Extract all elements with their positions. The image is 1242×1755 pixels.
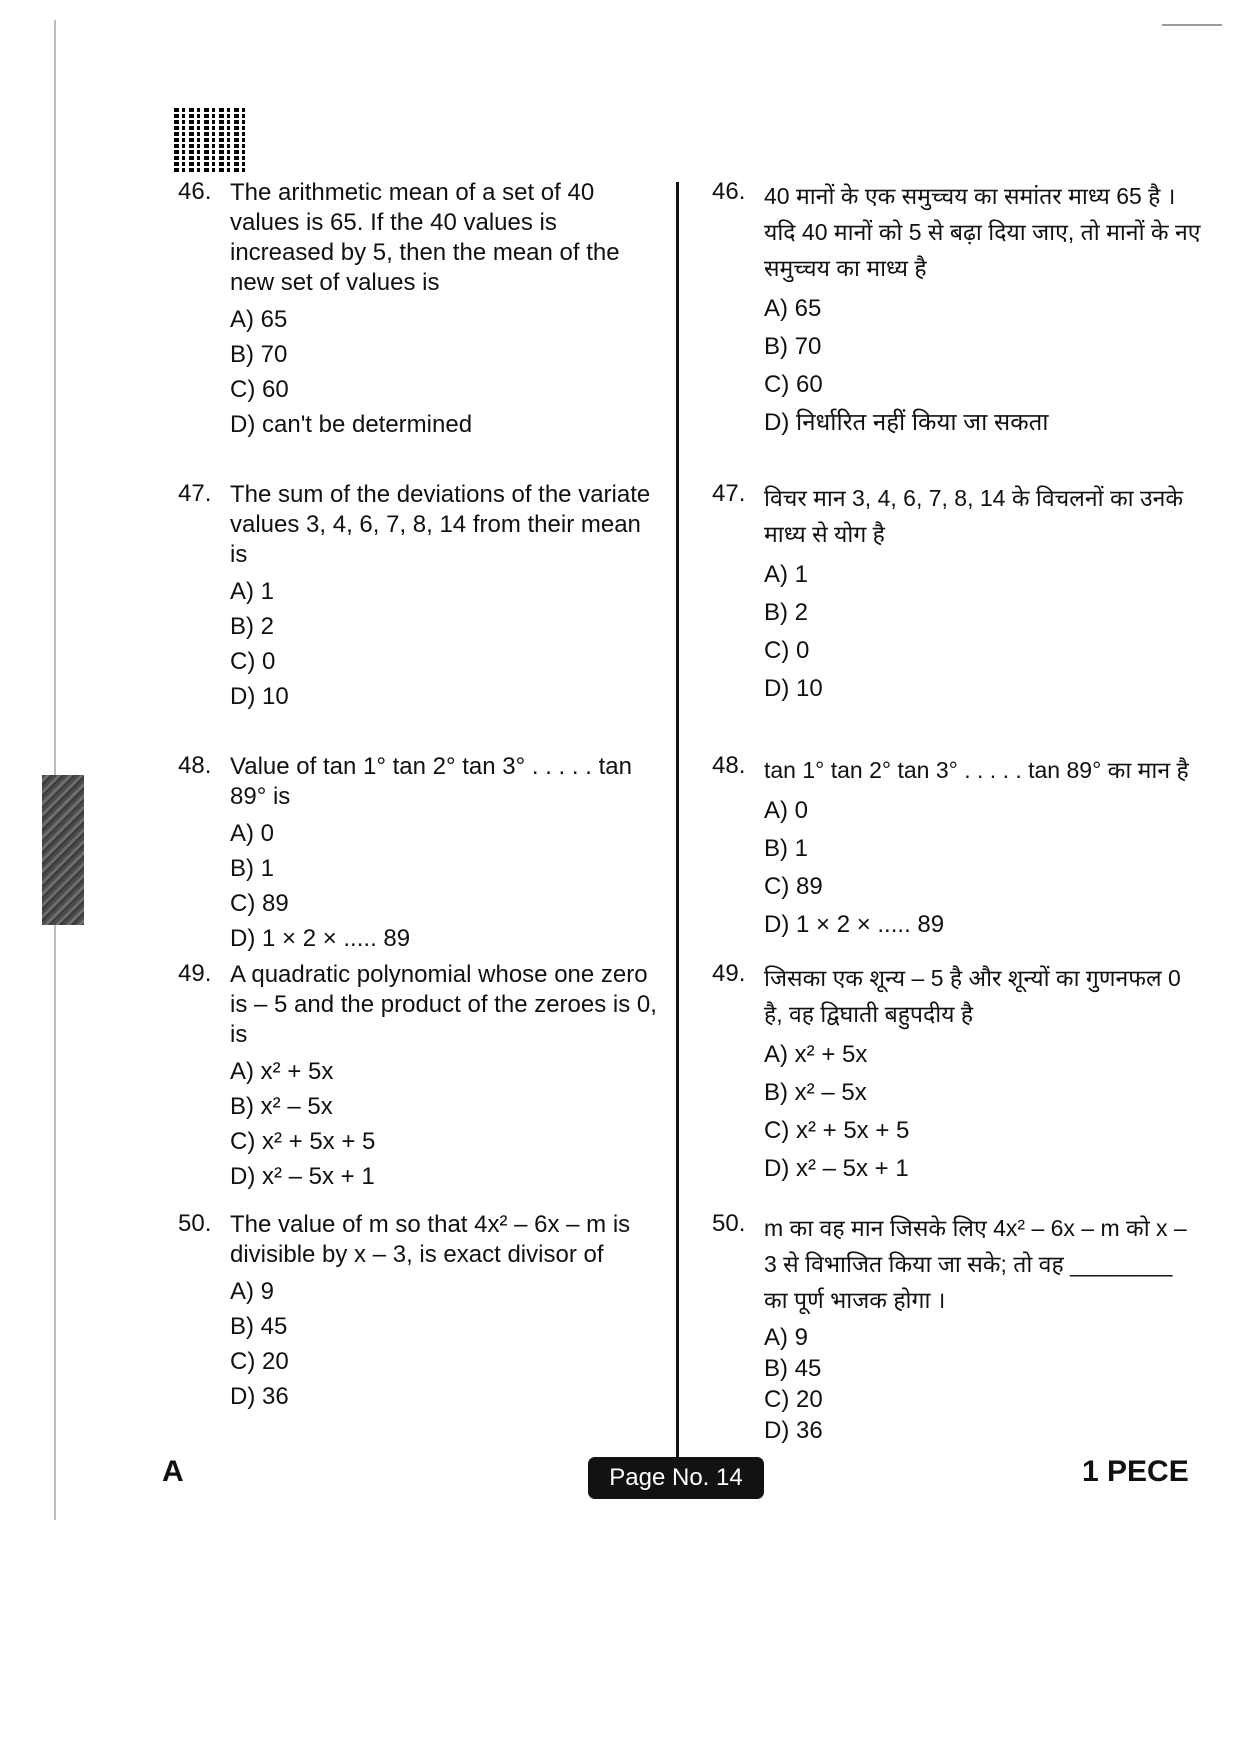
option-a: A) 9 (764, 1324, 809, 1351)
option-c: C) 0 (764, 637, 810, 664)
question-number: 46. (178, 178, 212, 205)
scan-top-mark (1162, 24, 1222, 26)
option-b: B) x² – 5x (230, 1093, 333, 1120)
question-number: 49. (178, 960, 212, 987)
option-a: A) 65 (764, 295, 822, 322)
question-number: 46. (712, 178, 746, 205)
booklet-series-label: A (162, 1455, 184, 1488)
option-d: D) निर्धारित नहीं किया जा सकता (764, 409, 1049, 436)
option-d: D) can't be determined (230, 411, 473, 438)
option-a: A) 1 (764, 561, 809, 588)
question-text: tan 1° tan 2° tan 3° . . . . . tan 89° का मान है (764, 757, 1189, 783)
page-number-badge: Page No. 14 (588, 1457, 764, 1499)
question-text: m का वह मान जिसके लिए 4x² – 6x – m को x – 3 से विभाजित किया जा सके; तो वह ________ का पूर्ण भाजक होगा । (764, 1215, 1187, 1313)
question-text: Value of tan 1° tan 2° tan 3° . . . . . tan 89° is (230, 753, 632, 810)
option-d: D) 10 (230, 683, 289, 710)
column-divider (676, 182, 679, 1460)
question-text: A quadratic polynomial whose one zero is – 5 and the product of the zeroes is 0, is (230, 961, 657, 1048)
option-c: C) 60 (230, 376, 289, 403)
options-list (230, 574, 663, 714)
question-46-en (178, 178, 663, 442)
option-a: A) 9 (230, 1278, 275, 1305)
question-49-en (178, 960, 663, 1194)
question-number: 48. (712, 752, 746, 779)
option-a: A) 1 (230, 578, 275, 605)
question-number: 50. (712, 1210, 746, 1237)
option-a: A) x² + 5x (230, 1058, 334, 1085)
option-a: A) x² + 5x (764, 1041, 868, 1068)
option-c: C) 89 (764, 873, 823, 900)
option-a: A) 65 (230, 306, 288, 333)
option-c: C) x² + 5x + 5 (764, 1117, 910, 1144)
option-b: B) 45 (230, 1313, 288, 1340)
options-list (764, 1322, 1202, 1446)
question-47-en (178, 480, 663, 714)
options-list (230, 1274, 663, 1414)
option-c: C) 0 (230, 648, 276, 675)
paper-code-label: 1 PECE (1082, 1455, 1189, 1488)
options-list (230, 1054, 663, 1194)
options-list (764, 556, 1202, 708)
question-text: विचर मान 3, 4, 6, 7, 8, 14 के विचलनों का उनके माध्य से योग है (764, 485, 1183, 547)
question-number: 48. (178, 752, 212, 779)
option-c: C) 20 (764, 1386, 823, 1413)
option-d: D) 36 (764, 1417, 823, 1444)
option-b: B) x² – 5x (764, 1079, 867, 1106)
option-c: C) x² + 5x + 5 (230, 1128, 376, 1155)
option-b: B) 70 (764, 333, 822, 360)
question-text: जिसका एक शून्य – 5 है और शून्यों का गुणनफल 0 है, वह द्विघाती बहुपदीय है (764, 965, 1181, 1027)
question-46-hi (712, 178, 1202, 442)
options-list (230, 302, 663, 442)
question-text: 40 मानों के एक समुच्चय का समांतर माध्य 65 है । यदि 40 मानों को 5 से बढ़ा दिया जाए, तो मानों के नए समुच्चय का माध्य है (764, 183, 1201, 281)
question-number: 49. (712, 960, 746, 987)
question-49-hi (712, 960, 1202, 1188)
question-number: 47. (178, 480, 212, 507)
options-list (764, 1036, 1202, 1188)
question-48-en (178, 752, 663, 956)
option-c: C) 89 (230, 890, 289, 917)
options-list (230, 816, 663, 956)
options-list (764, 792, 1202, 944)
question-text: The sum of the deviations of the variate values 3, 4, 6, 7, 8, 14 from their mean is (230, 481, 651, 568)
options-list (764, 290, 1202, 442)
option-c: C) 60 (764, 371, 823, 398)
question-number: 50. (178, 1210, 212, 1237)
question-47-hi (712, 480, 1202, 708)
qr-code-icon (174, 108, 248, 172)
option-b: B) 1 (230, 855, 275, 882)
option-d: D) x² – 5x + 1 (764, 1155, 909, 1182)
option-b: B) 45 (764, 1355, 822, 1382)
option-d: D) 1 × 2 × ..... 89 (764, 911, 945, 938)
question-48-hi (712, 752, 1202, 944)
option-a: A) 0 (764, 797, 809, 824)
scan-edge-line (54, 20, 56, 1520)
option-b: B) 1 (764, 835, 809, 862)
option-b: B) 70 (230, 341, 288, 368)
question-number: 47. (712, 480, 746, 507)
question-text: The arithmetic mean of a set of 40 values is 65. If the 40 values is increased by 5, then the mean of the new set of values is (230, 179, 620, 296)
question-50-en (178, 1210, 663, 1414)
side-index-tab (42, 775, 84, 925)
option-d: D) x² – 5x + 1 (230, 1163, 375, 1190)
option-d: D) 1 × 2 × ..... 89 (230, 925, 411, 952)
option-b: B) 2 (230, 613, 275, 640)
option-d: D) 36 (230, 1383, 289, 1410)
question-text: The value of m so that 4x² – 6x – m is divisible by x – 3, is exact divisor of (230, 1211, 631, 1268)
question-50-hi (712, 1210, 1202, 1446)
option-b: B) 2 (764, 599, 809, 626)
option-d: D) 10 (764, 675, 823, 702)
option-a: A) 0 (230, 820, 275, 847)
option-c: C) 20 (230, 1348, 289, 1375)
